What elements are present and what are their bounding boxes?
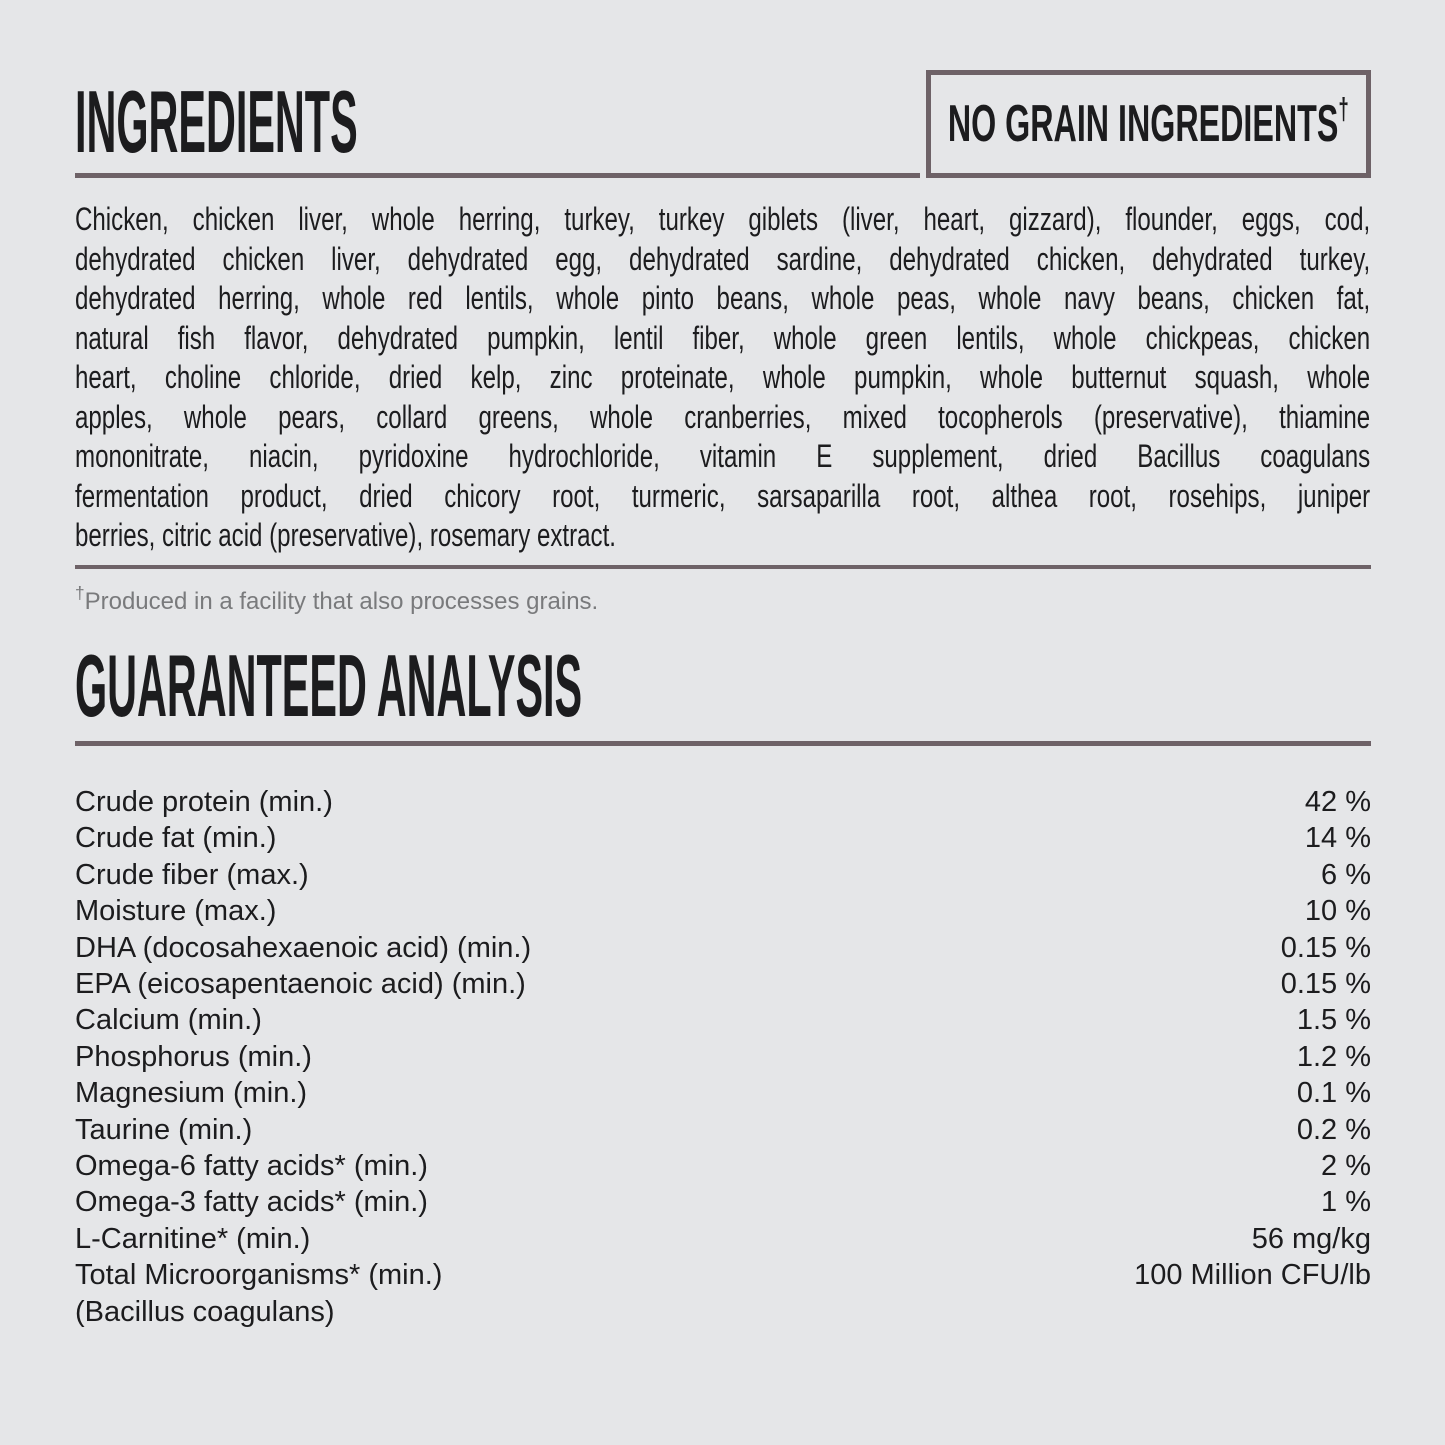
analysis-row-value: 56 mg/kg <box>1251 1222 1371 1255</box>
analysis-row <box>75 1294 1371 1330</box>
analysis-row-value: 14 % <box>1304 822 1371 855</box>
no-grain-badge <box>926 70 1371 178</box>
analysis-row <box>75 1112 1371 1148</box>
analysis-row <box>75 930 1371 966</box>
analysis-title: GUARANTEED ANALYSIS <box>75 636 583 735</box>
analysis-row-label: Crude fiber (max.) <box>75 858 309 891</box>
ingredients-line: heart, choline chloride, dried kelp, zinc proteinate, whole pumpkin, whole butternut squash, whole <box>75 359 1371 395</box>
analysis-row-value: 0.15 % <box>1280 931 1371 964</box>
analysis-row-value: 1 % <box>1321 1186 1371 1219</box>
ingredients-line: apples, whole pears, collard greens, whole cranberries, mixed tocopherols (preservative), thiamine <box>75 398 1371 435</box>
grain-footnote-text: Produced in a facility that also processes grains. <box>84 588 599 615</box>
no-grain-badge-text <box>948 94 1349 154</box>
analysis-row-value: 10 % <box>1304 895 1371 928</box>
analysis-row <box>75 1257 1371 1293</box>
ingredients-paragraph <box>75 200 1370 556</box>
analysis-row-label: Total Microorganisms* (min.) <box>75 1259 443 1292</box>
analysis-row-label: Crude fat (min.) <box>75 822 277 855</box>
ingredients-header <box>75 70 1371 178</box>
analysis-row-label: Calcium (min.) <box>75 1004 262 1037</box>
ingredients-line: dehydrated chicken liver, dehydrated egg, dehydrated sardine, dehydrated chicken, dehydrated turkey, <box>75 240 1371 277</box>
ingredients-line: natural fish flavor, dehydrated pumpkin, lentil fiber, whole green lentils, whole chickpeas, chicken <box>75 319 1371 356</box>
analysis-row-value: 1.5 % <box>1296 1004 1371 1037</box>
dagger-symbol: † <box>1338 93 1349 127</box>
ingredients-line: mononitrate, niacin, pyridoxine hydrochloride, vitamin E supplement, dried Bacillus coagulans <box>75 438 1371 474</box>
ingredients-paragraph-viewport <box>75 200 1371 556</box>
analysis-row <box>75 893 1371 929</box>
footnote-dagger-symbol: † <box>75 583 85 604</box>
analysis-row-label: Phosphorus (min.) <box>75 1040 312 1073</box>
analysis-row-label: Taurine (min.) <box>75 1113 253 1146</box>
analysis-row-label: (Bacillus coagulans) <box>75 1295 335 1328</box>
grain-footnote <box>75 579 1371 617</box>
analysis-row-value: 2 % <box>1321 1150 1371 1183</box>
analysis-row <box>75 1039 1371 1075</box>
ingredients-line: berries, citric acid (preservative), rosemary extract. <box>75 517 616 553</box>
analysis-row-value: 42 % <box>1304 786 1371 818</box>
analysis-row-value: 6 % <box>1321 858 1371 891</box>
analysis-row-label: Omega-3 fatty acids* (min.) <box>75 1186 428 1219</box>
analysis-row <box>75 784 1371 820</box>
analysis-row-label: EPA (eicosapentaenoic acid) (min.) <box>75 968 526 1001</box>
analysis-row-label: L-Carnitine* (min.) <box>75 1222 311 1255</box>
analysis-row <box>75 966 1371 1002</box>
analysis-row-label: Crude protein (min.) <box>75 786 333 818</box>
analysis-row <box>75 1002 1371 1038</box>
analysis-row-value: 0.15 % <box>1280 968 1371 1001</box>
analysis-row-value: 0.2 % <box>1296 1113 1371 1146</box>
analysis-rule <box>75 741 1371 746</box>
ingredients-line: Chicken, chicken liver, whole herring, turkey, turkey giblets (liver, heart, gizzard), flounder, eggs, cod, <box>75 201 1371 237</box>
ingredients-header-rule <box>75 173 920 178</box>
analysis-row-value: 1.2 % <box>1296 1040 1371 1073</box>
analysis-row-label: Magnesium (min.) <box>75 1077 308 1110</box>
ingredients-line: fermentation product, dried chicory root, turmeric, sarsaparilla root, althea root, rosehips, juniper <box>75 477 1371 514</box>
analysis-row <box>75 1184 1371 1220</box>
ingredients-bottom-rule <box>75 565 1371 569</box>
ingredients-line: dehydrated herring, whole red lentils, whole pinto beans, whole peas, whole navy beans, chicken fat, <box>75 280 1371 316</box>
analysis-row <box>75 857 1371 893</box>
analysis-row-value: 0.1 % <box>1296 1077 1371 1110</box>
analysis-row-value: 100 Million CFU/lb <box>1134 1259 1371 1292</box>
analysis-row <box>75 1148 1371 1184</box>
analysis-row-label: Omega-6 fatty acids* (min.) <box>75 1150 428 1183</box>
no-grain-badge-label: NO GRAIN INGREDIENTS <box>948 95 1339 153</box>
analysis-row <box>75 1221 1371 1257</box>
analysis-row <box>75 1075 1371 1111</box>
analysis-table <box>75 784 1371 1330</box>
analysis-row-label: Moisture (max.) <box>75 895 277 928</box>
analysis-row-label: DHA (docosahexaenoic acid) (min.) <box>75 931 532 964</box>
ingredients-title: INGREDIENTS <box>75 72 358 171</box>
analysis-row <box>75 820 1371 856</box>
